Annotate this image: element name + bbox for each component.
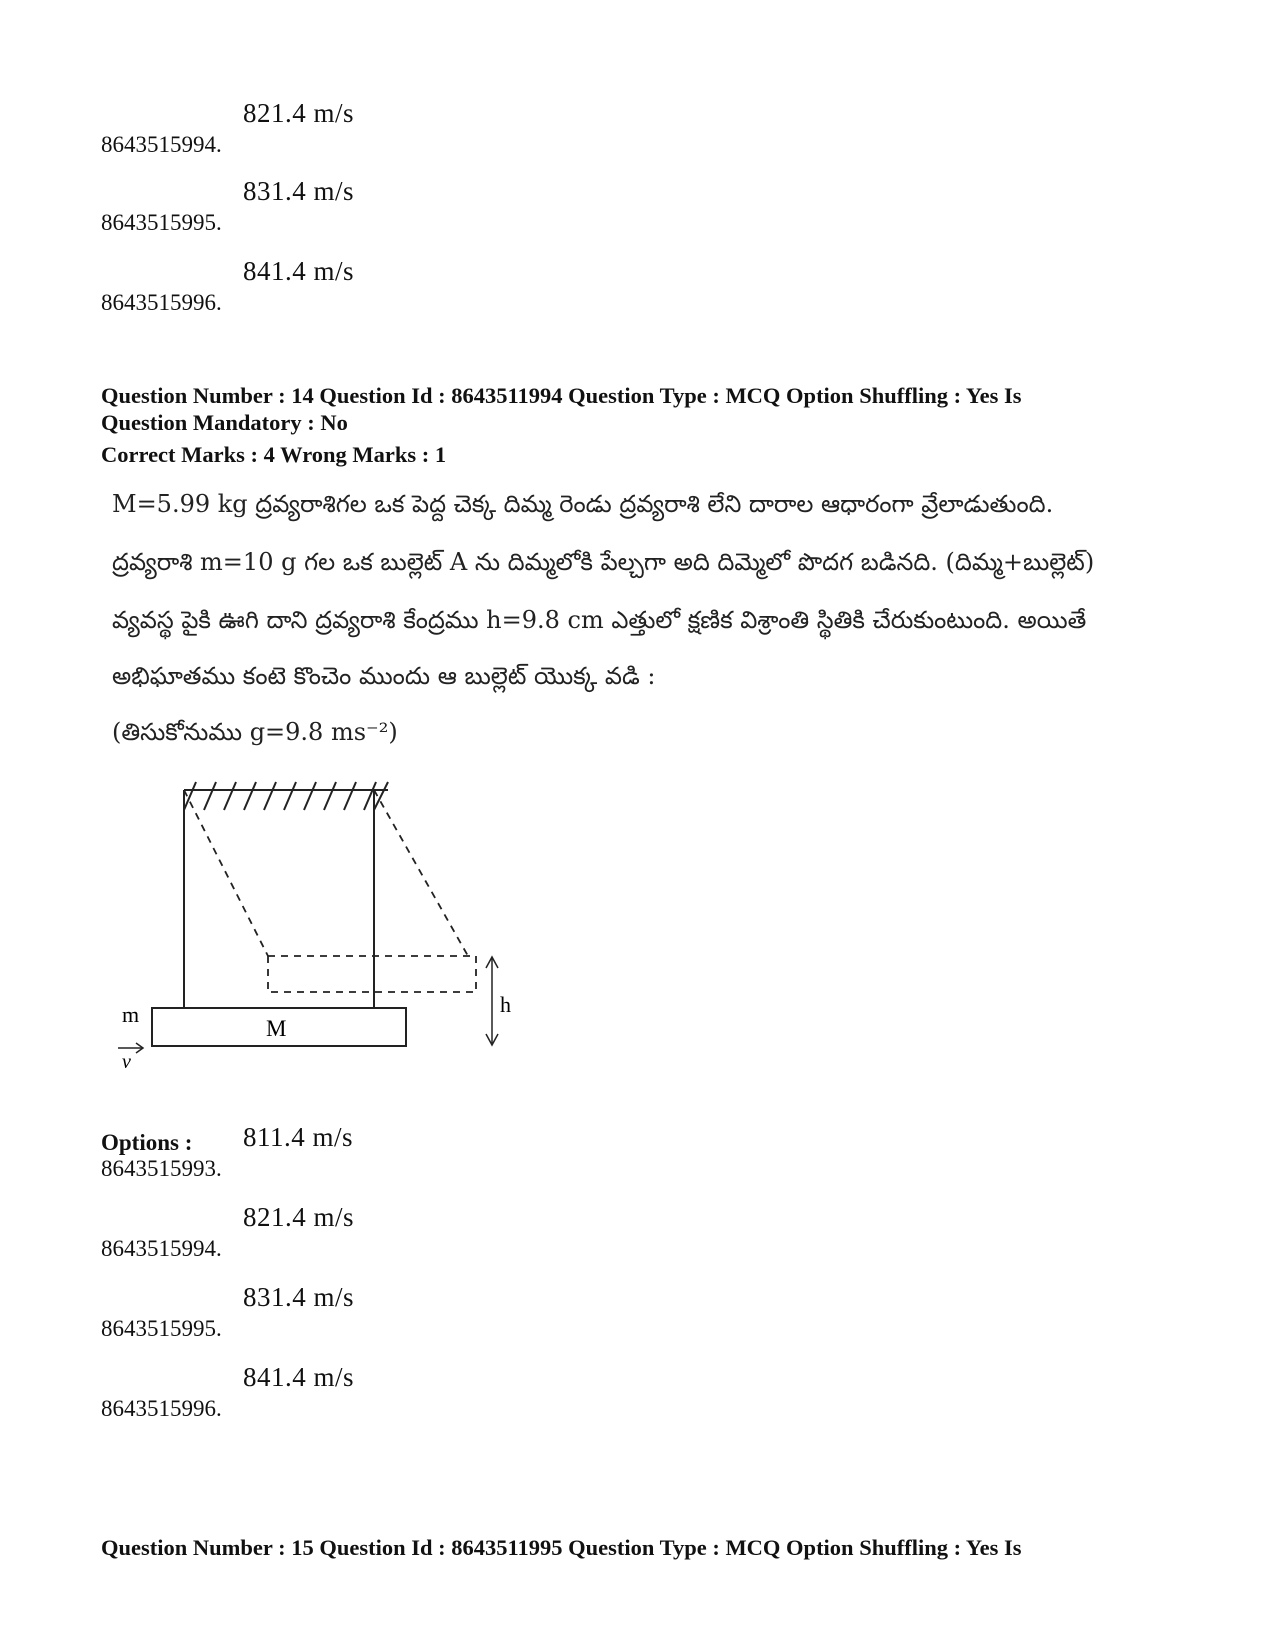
question-header-line2: Question Mandatory : No — [101, 410, 348, 435]
option-value: 841.4 m/s — [243, 256, 355, 286]
option-value: 831.4 m/s — [243, 176, 355, 206]
question-text-line-2: ద్రవ్యరాశి m=10 g గల ఒక బుల్లెట్ A ను దిమ్మలోకి పేల్చగా అది దిమ్మెలో పొదగ బడినది. (దిమ్మ+బుల్లెట్) — [112, 548, 1095, 576]
ballistic-pendulum-figure — [110, 780, 540, 1120]
option-1[interactable] — [101, 1122, 701, 1182]
option-value: 821.4 m/s — [243, 1202, 355, 1232]
velocity-label-v: v — [122, 1051, 131, 1073]
prev-option-3[interactable] — [101, 256, 701, 316]
question-text-line-5: (తిసుకోనుము g=9.8 ms⁻²) — [112, 718, 398, 746]
block-label-M: M — [266, 1016, 287, 1041]
question-text-line-3: వ్యవస్థ పైకి ఊగి దాని ద్రవ్యరాశి కేంద్రము h=9.8 cm ఎత్తులో క్షణిక విశ్రాంతి స్థితికి చేరుకుంటుంది. అయితే — [112, 606, 1087, 634]
question-text-line-1: M=5.99 kg ద్రవ్యరాశిగల ఒక పెద్ద చెక్క దిమ్మ రెండు ద్రవ్యరాశి లేని దారాల ఆధారంగా వ్రేలాడుతుంది. — [112, 490, 1054, 518]
right-string-displaced — [374, 790, 468, 956]
option-id: 8643515995. — [101, 1316, 222, 1341]
option-2[interactable] — [101, 1202, 701, 1262]
question-header-line1: Question Number : 14 Question Id : 8643511994 Question Type : MCQ Option Shuffling : Yes Is — [101, 383, 1022, 408]
prev-option-2[interactable] — [101, 176, 701, 236]
question-marks: Correct Marks : 4 Wrong Marks : 1 — [101, 442, 447, 467]
option-id: 8643515996. — [101, 1396, 222, 1421]
option-id: 8643515994. — [101, 132, 222, 157]
option-4[interactable] — [101, 1362, 701, 1422]
option-value: 821.4 m/s — [243, 98, 355, 128]
prev-option-1[interactable] — [101, 98, 701, 158]
option-value: 811.4 m/s — [243, 1122, 354, 1152]
option-value: 831.4 m/s — [243, 1282, 355, 1312]
ceiling-hatching — [184, 782, 388, 810]
option-id: 8643515994. — [101, 1236, 222, 1261]
question-text-line-4: అభిఘాతము కంటె కొంచెం ముందు ఆ బుల్లెట్ యొక్క వడి : — [112, 662, 656, 690]
height-label-h: h — [500, 992, 511, 1017]
option-3[interactable] — [101, 1282, 701, 1342]
displaced-block — [268, 956, 476, 992]
bullet-label-m: m — [122, 1002, 140, 1027]
left-string-displaced — [184, 790, 268, 956]
option-id: 8643515996. — [101, 290, 222, 315]
option-id: 8643515993. — [101, 1156, 222, 1181]
options-label: Options : — [101, 1130, 193, 1155]
option-id: 8643515995. — [101, 210, 222, 235]
next-question-header: Question Number : 15 Question Id : 8643511995 Question Type : MCQ Option Shuffling : Yes Is — [101, 1535, 1022, 1560]
option-value: 841.4 m/s — [243, 1362, 355, 1392]
